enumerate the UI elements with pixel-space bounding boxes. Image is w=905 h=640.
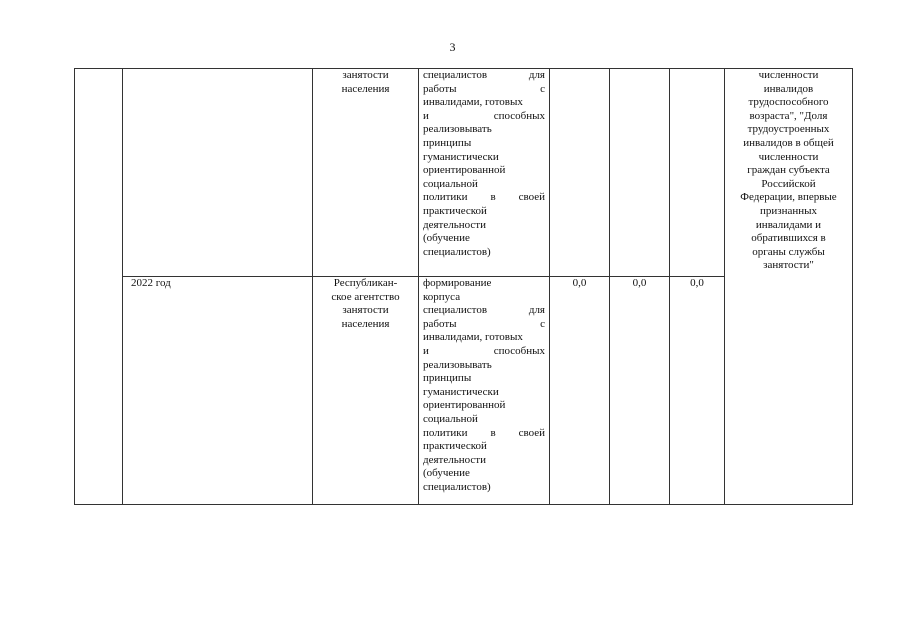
measure-line: (обучение — [423, 232, 470, 245]
indicator-line: возраста", "Доля — [749, 109, 828, 122]
indicator-line: инвалидов в общей — [743, 136, 834, 149]
indicator-line: граждан субъекта — [747, 164, 830, 177]
measure-line: инвалидами, готовых — [423, 96, 523, 109]
measure-line: реализовывать — [423, 123, 492, 136]
value-2022-cell: 0,0 — [550, 277, 610, 505]
measure-line: практической — [423, 204, 487, 217]
measure-line: деятельности — [423, 453, 486, 466]
indicator-line: Российской — [761, 177, 816, 190]
table-row — [75, 69, 853, 277]
measure-line: социальной — [423, 177, 478, 190]
indicator-line: Федерации, впервые — [740, 191, 837, 204]
measure-line: специалистов) — [423, 480, 491, 493]
measure-cell — [419, 69, 550, 277]
executor-cell — [313, 69, 419, 277]
executor-line: занятости — [342, 304, 389, 317]
measure-line: специалистов для — [423, 69, 545, 81]
indicator-cell — [725, 69, 853, 505]
measure-line: (обучение — [423, 467, 470, 480]
measure-line: гуманистически — [423, 150, 499, 163]
executor-line: занятости — [342, 69, 389, 81]
value-2023-cell: 0,0 — [610, 277, 670, 505]
indicator-line: занятости" — [763, 259, 814, 272]
document-table — [74, 68, 853, 505]
indicator-line: трудоспособного — [748, 96, 829, 109]
indicator-line: численности — [758, 150, 819, 163]
measure-line: ориентированной — [423, 399, 506, 412]
indicator-line: инвалидов — [763, 82, 814, 95]
indicator-line: инвалидами и — [755, 218, 822, 231]
measure-line: инвалидами, готовых — [423, 331, 523, 344]
value-2023-cell — [610, 69, 670, 277]
indicator-line: численности — [758, 69, 819, 81]
measure-line: работы с — [423, 317, 545, 330]
executor-line: населения — [341, 82, 390, 95]
measure-line: политики в своей — [423, 191, 545, 204]
measure-cell — [419, 277, 550, 505]
measure-line: специалистов для — [423, 304, 545, 317]
measure-line: работы с — [423, 82, 545, 95]
year-cell — [123, 69, 313, 277]
measure-line: и способных — [423, 344, 545, 357]
indicator-line: органы службы — [752, 245, 825, 258]
indicator-line: трудоустроенных — [747, 123, 830, 136]
executor-line: Республикан- — [333, 277, 398, 289]
measure-line: социальной — [423, 412, 478, 425]
indicator-line: обратившихся в — [751, 232, 826, 245]
measure-line: практической — [423, 440, 487, 453]
measure-line: и способных — [423, 109, 545, 122]
measure-line: политики в своей — [423, 426, 545, 439]
executor-cell — [313, 277, 419, 505]
measure-line: специалистов) — [423, 245, 491, 258]
value-2022-cell — [550, 69, 610, 277]
value-2024-cell: 0,0 — [670, 277, 725, 505]
measure-line: гуманистически — [423, 385, 499, 398]
measure-line: формирование — [423, 277, 492, 289]
executor-line: ское агентство — [331, 290, 400, 303]
page-number: 3 — [449, 40, 456, 54]
measure-line: корпуса — [423, 290, 461, 303]
measure-line: принципы — [423, 136, 472, 149]
indicator-line: признанных — [759, 204, 818, 217]
executor-line: населения — [341, 317, 390, 330]
measure-line: принципы — [423, 372, 472, 385]
measure-line: реализовывать — [423, 358, 492, 371]
measure-line: ориентированной — [423, 164, 506, 177]
year-cell: 2022 год — [123, 277, 313, 505]
row-number-cell — [75, 69, 123, 505]
value-2024-cell — [670, 69, 725, 277]
measure-line: деятельности — [423, 218, 486, 231]
